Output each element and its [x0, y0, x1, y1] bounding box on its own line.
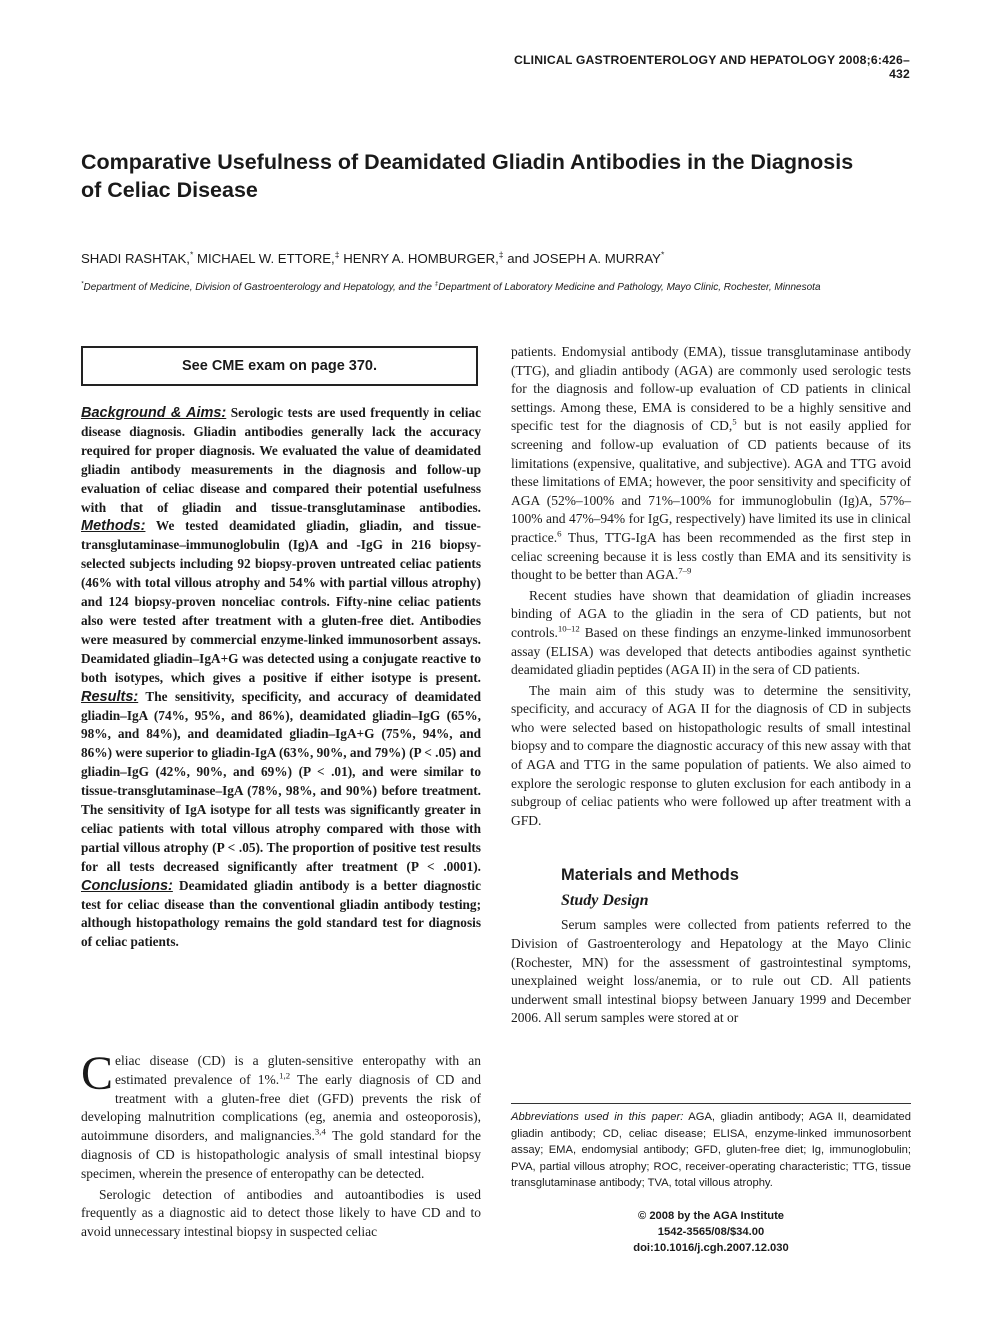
affiliation-text: Department of Medicine, Division of Gastroenterology and Hepatology, and the [83, 282, 435, 293]
abstract [81, 404, 481, 952]
body-text: Thus, TTG-IgA has been recommended as the first step in celiac screening because it is less costly than EMA and its sensitivity is thought to be better than AGA. [511, 529, 911, 583]
author-mark: ‡ [334, 249, 340, 260]
intro-paragraph [81, 1047, 481, 1184]
affiliation-mark: ‡ [434, 280, 439, 288]
author-name: HENRY A. HOMBURGER, [343, 251, 499, 266]
author-name: SHADI RASHTAK, [81, 251, 190, 266]
body-paragraph: The main aim of this study was to determine the sensitivity, specificity, and accuracy of AGA II for the diagnosis of CD in subjects who were selected based on histopathologic results of small intestinal biopsy and to compare the diagnostic accuracy of this new assay with that of AGA and TTG in the same population of patients. We also aimed to explore the serologic response to gluten exclusion for each antibody in a subgroup of celiac patients who were followed up after treatment with a GFD. [511, 682, 911, 828]
abstract-background: Serologic tests are used frequently in celiac disease diagnosis. Gliadin antibodies generally lack the accuracy required for proper diagnosis. We evaluated the value of deamidated gliadin antibody measurements in the diagnosis and follow-up evaluation of celiac disease and compared their potential usefulness with that of gliadin and tissue-transglutaminase antibodies. [81, 405, 481, 515]
abstract-results-heading: Results: [81, 688, 139, 705]
author-mark: * [660, 249, 665, 260]
reference-link[interactable]: 5 [732, 416, 737, 427]
intro-text: The gold standard for the diagnosis of CD is histopathologic analysis of small intestinal biopsy specimen, wherein the presence of enteropathy can be detected. [81, 1128, 481, 1181]
drop-cap: C [81, 1047, 114, 1100]
author-conjunction: and [507, 251, 530, 266]
cme-exam-box [81, 346, 478, 386]
intro-text: The early diagnosis of CD and treatment with a gluten-free diet (GFD) prevents the risk of developing malnutrition complications (eg, anemia and osteoporosis), autoimmune disorders, and malignancies. [81, 1071, 481, 1144]
subsection-heading: Study Design [561, 892, 649, 910]
abbreviations-text: AGA, gliadin antibody; AGA II, deamidated gliadin antibody; CD, celiac disease; ELISA, enzyme-linked immunosorbent assay; EMA, endomysial antibody; GFD, gluten-free diet; Ig, immunoglobulin; PVA, partial villous atrophy; ROC, receiver-operating characteristic; TTG, tissue transglutaminase antibody; TVA, total villous atrophy. [511, 1111, 911, 1190]
copyright-block [511, 1208, 911, 1257]
affiliations [81, 282, 921, 293]
reference-link[interactable]: 7–9 [678, 565, 692, 576]
journal-citation: CLINICAL GASTROENTEROLOGY AND HEPATOLOGY 2008;6:426–432 [514, 53, 910, 81]
abstract-results: The sensitivity, specificity, and accuracy of deamidated gliadin–IgA (74%, 95%, and 86%), deamidated gliadin–IgG (65%, 98%, and 84%), and deamidated gliadin–IgA+G (75%, 94%, and 86%) were superior to gliadin-IgA (63%, 90%, and 79%) (P < .05) and gliadin–IgG (42%, 90%, and 69%) (P < .01), and were similar to tissue-transglutaminase–IgA (78%, 98%, and 90%) before treatment. The sensitivity of IgA isotype for all tests was significantly greater in celiac patients with total villous atrophy compared with those with partial villous atrophy (P < .05). The proportion of positive test results for all tests decreased significantly after treatment (P < .0001). [81, 688, 481, 874]
author-list [81, 251, 921, 266]
cme-exam-text: See CME exam on page 370. [181, 358, 378, 374]
abstract-conclusions-heading: Conclusions: [81, 877, 173, 894]
intro-text: eliac disease (CD) is a gluten-sensitive enteropathy with an estimated prevalence of 1%. [115, 1053, 481, 1087]
reference-link[interactable]: 1,2 [279, 1070, 291, 1081]
abstract-conclusions: Deamidated gliadin antibody is a better diagnostic test for celiac disease than the conventional gliadin antibody testing; although histopathology remains the gold standard test for diagnosis of celiac patients. [81, 877, 481, 950]
right-column [511, 343, 911, 1028]
author-name: MICHAEL W. ETTORE, [196, 251, 335, 266]
body-paragraph [511, 587, 911, 680]
reference-link[interactable]: 6 [557, 528, 562, 539]
body-text: but is not easily applied for screening and follow-up evaluation of CD patients because of its limitations (expensive, qualitative, and subjective). AGA and TTG avoid these limitations of EMA; however, the poor sensitivity and specificity of AGA (52%–100% and 71%–100% for immunoglobulin (Ig)A, 57%–100% and 47%–94% for IgG, respectively) have limited its use in clinical practice. [511, 418, 911, 545]
introduction [81, 1047, 481, 1242]
body-paragraph [511, 343, 911, 585]
body-paragraph: Serum samples were collected from patients referred to the Division of Gastroenterology and Hepatology at the Mayo Clinic (Rochester, MN) for the assessment of gastrointestinal symptoms, unexplained weight loss/anemia, or to rule out CD. All patients underwent small intestinal biopsy between January 1999 and December 2006. All serum samples were stored at or [511, 917, 911, 1026]
section-heading: Materials and Methods [561, 866, 739, 885]
article-title: Comparative Usefulness of Deamidated Gliadin Antibodies in the Diagnosis of Celiac Disease [81, 150, 854, 202]
intro-paragraph: Serologic detection of antibodies and autoantibodies is used frequently as a diagnostic aid to detect those likely to have CD and to avoid unnecessary intestinal biopsy in suspected celiac [81, 1186, 481, 1240]
reference-link[interactable]: 3,4 [314, 1126, 326, 1137]
author-mark: ‡ [498, 249, 504, 260]
author-name: JOSEPH A. MURRAY [532, 251, 661, 266]
abstract-methods-heading: Methods: [81, 518, 146, 535]
affiliation-mark: * [81, 280, 84, 288]
abstract-background-heading: Background & Aims: [81, 405, 227, 421]
abstract-methods: We tested deamidated gliadin, gliadin, and tissue-transglutaminase–immunoglobulin (Ig)A and -IgG in 216 biopsy-selected subjects including 92 biopsy-proven untreated celiac patients (46% with total villous atrophy and 54% with partial villous atrophy) and 124 biopsy-proven nonceliac controls. Fifty-nine celiac patients also were tested after treatment with a gluten-free diet. Antibodies were measured by commercial enzyme-linked immunosorbent assays. Deamidated gliadin–IgA+G was detected using a conjugate reactive to both isotypes, which gives a positive if either isotype is present. [81, 518, 481, 685]
author-mark: * [189, 249, 194, 260]
abbreviations-footnote [511, 1109, 911, 1192]
copyright-line: © 2008 by the AGA Institute [637, 1210, 785, 1222]
footnote-divider [511, 1103, 911, 1104]
affiliation-text: Department of Laboratory Medicine and Pathology, Mayo Clinic, Rochester, Minnesota [438, 282, 821, 293]
issn-line: 1542-3565/08/$34.00 [657, 1226, 765, 1239]
body-text: patients. Endomysial antibody (EMA), tissue transglutaminase antibody (TTG), and gliadin antibody (AGA) are commonly used serologic tests for the diagnosis and follow-up evaluation of CD patients in clinical settings. Among these, EMA is considered to be a highly sensitive and specific test for the diagnosis of CD, [511, 344, 911, 434]
reference-link[interactable]: 10–12 [557, 623, 580, 634]
doi-link[interactable]: doi:10.1016/j.cgh.2007.12.030 [633, 1242, 789, 1255]
abbreviations-label: Abbreviations used in this paper: [511, 1111, 684, 1123]
body-text: Recent studies have shown that deamidation of gliadin increases binding of AGA to the gliadin in the sera of CD patients, but not controls. [511, 587, 911, 640]
body-text: Based on these findings an enzyme-linked immunosorbent assay (ELISA) was developed that detects antibodies against synthetic deamidated gliadin peptides (AGA II) in the sera of CD patients. [511, 624, 911, 678]
